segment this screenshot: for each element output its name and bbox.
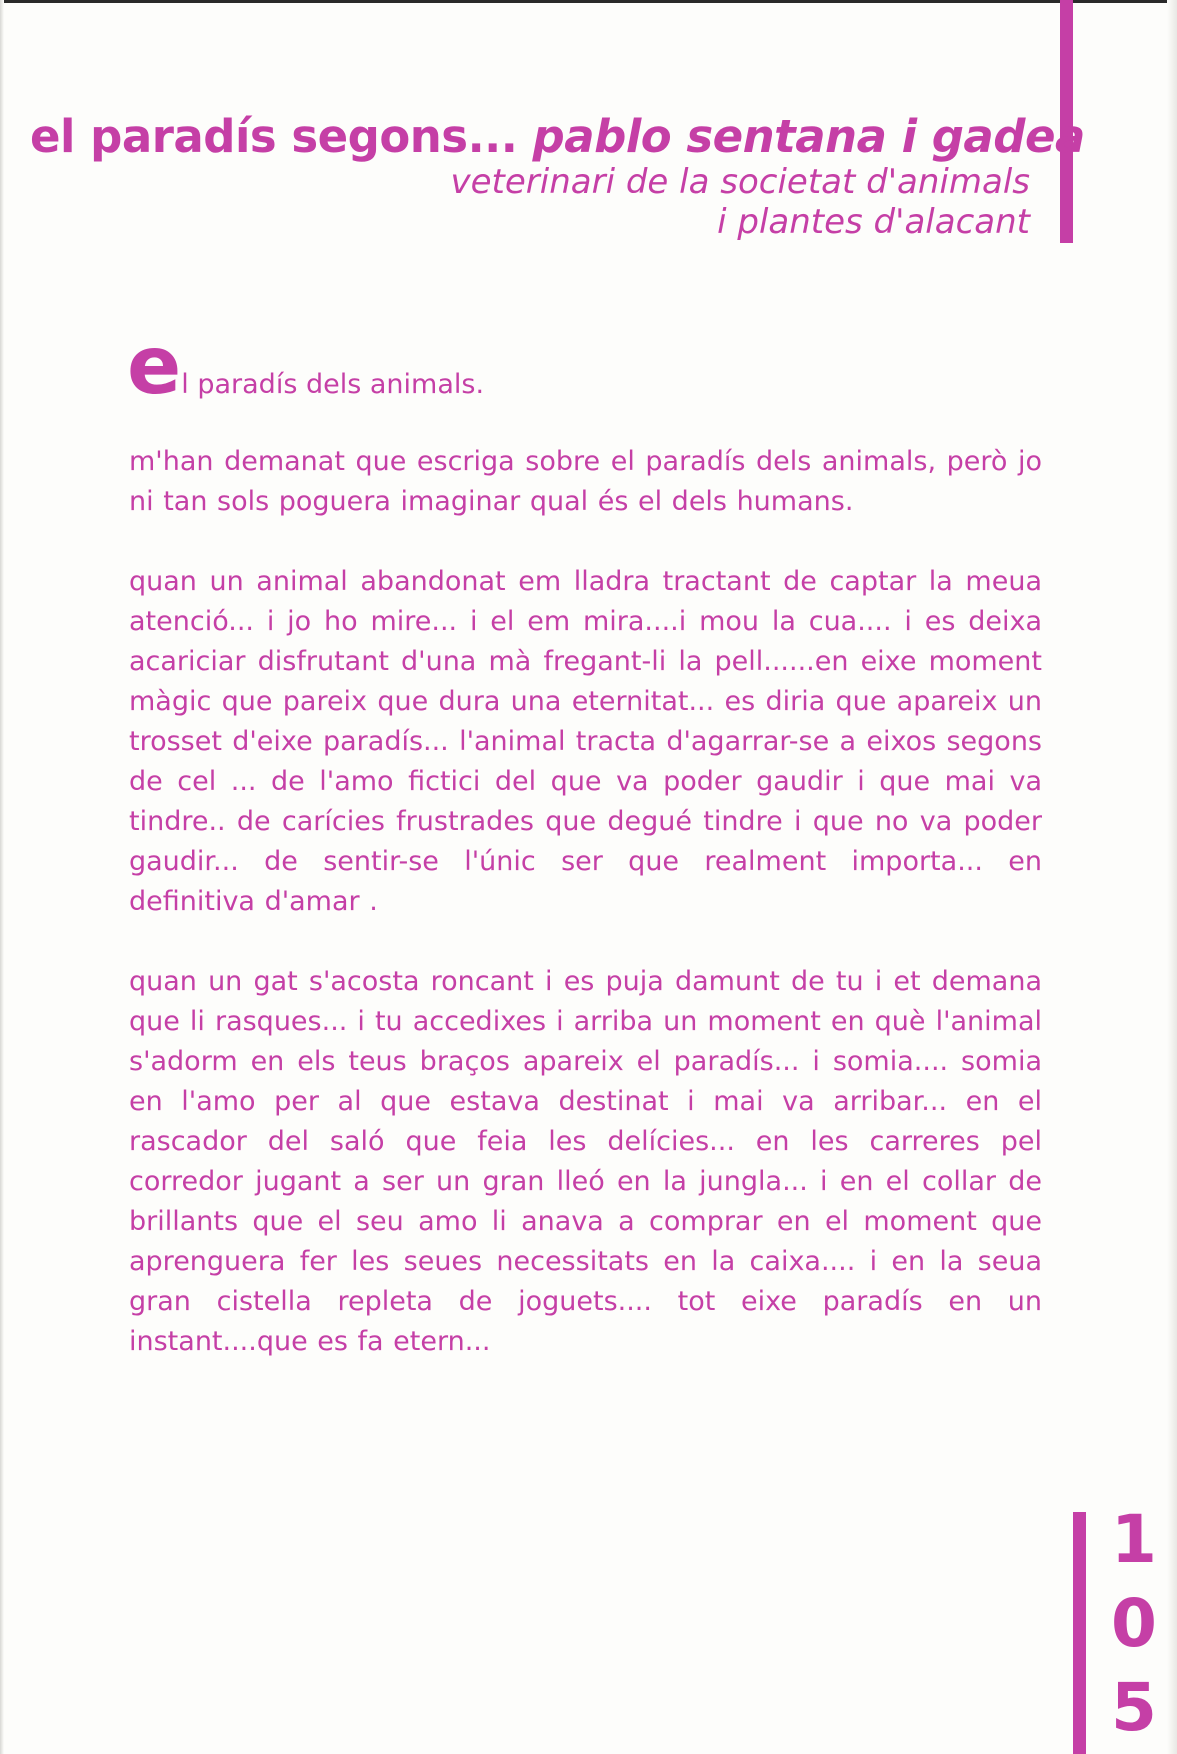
page-number-digit-3: 5: [1111, 1669, 1157, 1746]
article-body: [129, 442, 1042, 1402]
page-number-digit-1: 1: [1111, 1501, 1157, 1578]
drop-cap: e: [127, 319, 182, 412]
paragraph-2: quan un animal abandonat em lladra tractant de captar la meua atenció... i jo ho mire... i el em mira....i mou la cua.... i es deixa acariciar disfrutant d'una mà fregant-li la pell......en eixe moment màgic que pareix que dura una eternitat... es diria que apareix un trosset d'eixe paradís... l'animal tracta d'agarrar-se a eixos segons de cel ... de l'amo fictici del que va poder gaudir i que mai va tindre.. de carícies frustrades que degué tindre i que no va poder gaudir... de sentir-se l'únic ser que realment importa... en definitiva d'amar .: [129, 566, 1042, 917]
article-header: [30, 110, 1085, 242]
page-number-accent-bar: [1073, 1512, 1086, 1754]
paragraph-1: m'han demanat que escriga sobre el paradís dels animals, però jo ni tan sols poguera imaginar qual és el dels humans.: [129, 446, 1042, 517]
page-right-edge: [1167, 0, 1177, 1754]
subtitle-line-1: veterinari de la societat d'animals: [450, 162, 1030, 202]
article-title: [30, 110, 1085, 163]
page-number: [1104, 1498, 1164, 1750]
page-left-edge: [0, 0, 4, 1754]
page-top-edge: [0, 0, 1177, 3]
paragraph-3: quan un gat s'acosta roncant i es puja damunt de tu i et demana que li rasques... i tu accedixes i arriba un moment en què l'animal s'adorm en els teus braços apareix el paradís... i somia.... somia en l'amo per al que estava destinat i mai va arribar... en el rascador del saló que feia les delícies... en les carreres pel corredor jugant a ser un gran lleó en la jungla... i en el collar de brillants que el seu amo li anava a comprar en el moment que aprenguera fer les seues necessitats en la caixa.... i en la seua gran cistella repleta de joguets.... tot eixe paradís en un instant....que es fa etern...: [129, 966, 1042, 1357]
title-author: pablo sentana i gadea: [532, 110, 1085, 163]
subtitle-line-2: i plantes d'alacant: [717, 202, 1030, 242]
title-prefix: el paradís segons...: [30, 110, 533, 163]
page-number-digit-2: 0: [1111, 1585, 1157, 1662]
intro-text: l paradís dels animals.: [181, 369, 485, 400]
intro-line: [127, 319, 485, 412]
